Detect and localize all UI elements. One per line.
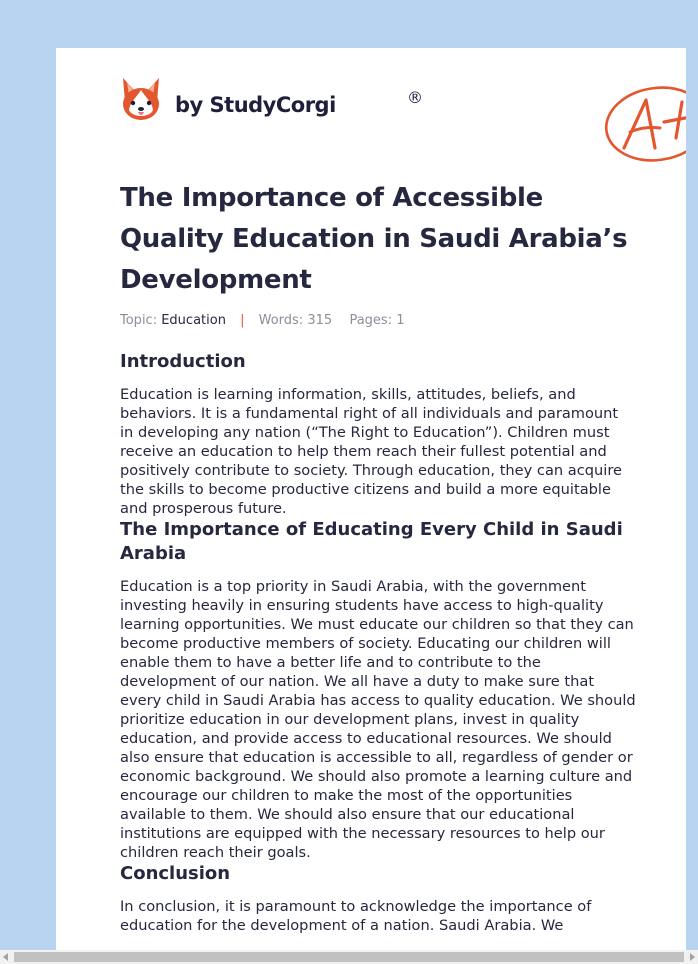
words-label: Words: bbox=[258, 313, 304, 328]
pages-value: 1 bbox=[396, 313, 405, 328]
topic-label: Topic: bbox=[120, 313, 158, 328]
section-body-importance: Education is a top priority in Saudi Arabia, with the government investing heavily in ensuring students have access to high-quality learning opportunities. We must educate our children so that they can become productive members of society. Educating our children will enable them to have a better life and to contribute to the development of our nation. We all have a duty to make sure that every child in Saudi Arabia has access to quality education. We should prioritize education in our development plans, invest in quality education, and provide access to educational resources. We should also ensure that education is accessible to all, regardless of gender or economic background. We should also promote a learning culture and encourage our children to make the most of the opportunities available to them. We should also ensure that our educational institutions are equipped with the necessary resources to help our children reach their goals. bbox=[120, 578, 636, 861]
section-body-introduction: Education is learning information, skills, attitudes, beliefs, and behaviors. It is a fundamental right of all individuals and paramount in developing any nation (“The Right to Education”). Children must receive an education to help them reach their fullest potential and positively contribute to society. Through education, they can acquire the skills to become productive citizens and build a more equitable and prosperous future. bbox=[120, 386, 622, 517]
scrollbar-thumb[interactable] bbox=[14, 952, 684, 962]
registered-mark: ® bbox=[407, 88, 423, 107]
meta-separator: | bbox=[240, 313, 245, 328]
words-value: 315 bbox=[307, 313, 333, 328]
section-heading-importance: The Importance of Educating Every Child in Saudi Arabia bbox=[120, 519, 623, 564]
essay-content bbox=[120, 178, 636, 935]
a-plus-grade-icon bbox=[602, 84, 686, 166]
section-body-conclusion: In conclusion, it is paramount to acknowledge the importance of education for the development of a nation. Saudi Arabia. We bbox=[120, 898, 592, 934]
page-header bbox=[120, 74, 640, 134]
horizontal-scrollbar[interactable] bbox=[0, 950, 698, 964]
pages-label: Pages: bbox=[349, 313, 393, 328]
corgi-logo-icon[interactable] bbox=[120, 76, 162, 122]
essay-paper bbox=[56, 48, 686, 950]
essay-meta bbox=[120, 313, 636, 328]
brand-name[interactable]: by StudyCorgi bbox=[175, 93, 336, 117]
section-heading-introduction: Introduction bbox=[120, 351, 246, 372]
scroll-right-arrow-icon[interactable] bbox=[690, 953, 695, 961]
topic-link[interactable]: Education bbox=[161, 313, 226, 328]
section-heading-conclusion: Conclusion bbox=[120, 863, 231, 884]
scroll-left-arrow-icon[interactable] bbox=[3, 953, 8, 961]
essay-title: The Importance of Accessible Quality Education in Saudi Arabia’s Development bbox=[120, 183, 628, 295]
